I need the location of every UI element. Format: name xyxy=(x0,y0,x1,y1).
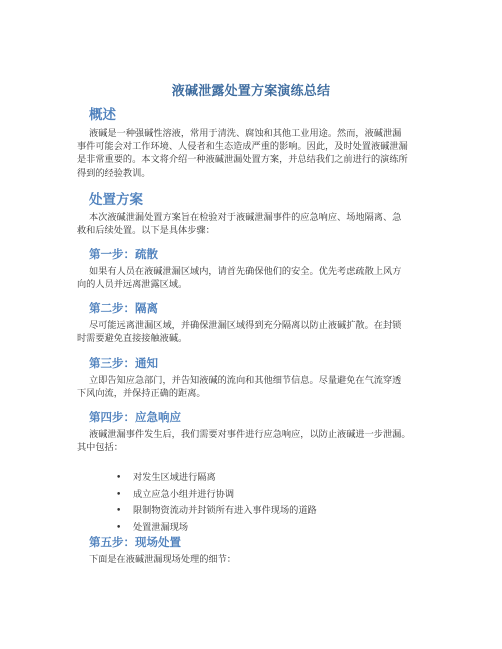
text-line: 向的人员并远离泄露区域。 xyxy=(77,279,188,291)
heading-step4: 第四步：应急响应 xyxy=(89,410,181,424)
paragraph-plan xyxy=(77,211,437,237)
text-line: 其中包括： xyxy=(77,442,123,454)
paragraph-overview xyxy=(77,127,437,180)
heading-step2: 第二步：隔离 xyxy=(89,301,158,315)
text-line: 时需要避免直接接触液碱。 xyxy=(77,333,188,345)
heading-step1: 第一步：疏散 xyxy=(89,247,158,261)
response-bullet-list xyxy=(89,470,317,536)
bullet-icon: • xyxy=(116,522,122,533)
bullet-icon: • xyxy=(116,489,122,500)
text-line: 尽可能远离泄漏区域，并确保泄漏区域得到充分隔离以防止液碱扩散。在封锁 xyxy=(89,320,402,331)
text-line: 是非常重要的。本文将介绍一种液碱泄漏处置方案，并总结我们之前进行的演练所 xyxy=(77,154,408,166)
heading-step3: 第三步：通知 xyxy=(89,356,158,370)
bullet-icon: • xyxy=(116,473,122,483)
paragraph-step1 xyxy=(77,265,437,291)
text-line: 救和后续处置。以下是具体步骤： xyxy=(77,225,215,237)
text-line: 立即告知应急部门，并告知液碱的流向和其他细节信息。尽量避免在气流穿透 xyxy=(89,375,402,386)
text-line: 本次液碱泄漏处置方案旨在检验对于液碱泄漏事件的应急响应、场地隔离、急 xyxy=(89,212,402,223)
paragraph-step5 xyxy=(89,553,437,566)
text-line: 下面是在液碱泄漏现场处理的细节： xyxy=(89,554,236,565)
list-item: • 成立应急小组并进行协调 xyxy=(89,487,317,504)
text-line: 得到的经验教训。 xyxy=(77,167,151,179)
text-line: 事件可能会对工作环境、人侵者和生态造成严重的影响。因此，及时处置液碱泄漏 xyxy=(77,141,408,153)
list-item: • 限制物资流动并封锁所有进入事件现场的道路 xyxy=(89,503,317,520)
text-line: 液碱泄漏事件发生后，我们需要对事件进行应急响应，以防止液碱进一步泄漏。 xyxy=(89,429,411,440)
text-line: 液碱是一种强碱性溶液，常用于清洗、腐蚀和其他工业用途。然而，液碱泄漏 xyxy=(89,128,402,139)
heading-plan: 处置方案 xyxy=(89,192,143,208)
heading-step5: 第五步：现场处置 xyxy=(89,535,181,549)
bullet-icon: • xyxy=(116,506,122,516)
heading-overview: 概述 xyxy=(89,107,116,123)
paragraph-step4 xyxy=(77,428,437,454)
list-item: • 处置泄漏现场 xyxy=(89,520,317,537)
text-line: 如果有人员在液碱泄漏区域内，请首先确保他们的安全。优先考虑疏散上风方 xyxy=(89,266,402,277)
document-title: 液碱泄露处置方案演练总结 xyxy=(171,84,331,99)
list-item: • 对发生区域进行隔离 xyxy=(89,470,317,487)
paragraph-step2 xyxy=(77,319,437,345)
paragraph-step3 xyxy=(77,374,437,400)
text-line: 下风向流，并保持正确的距离。 xyxy=(77,388,206,400)
